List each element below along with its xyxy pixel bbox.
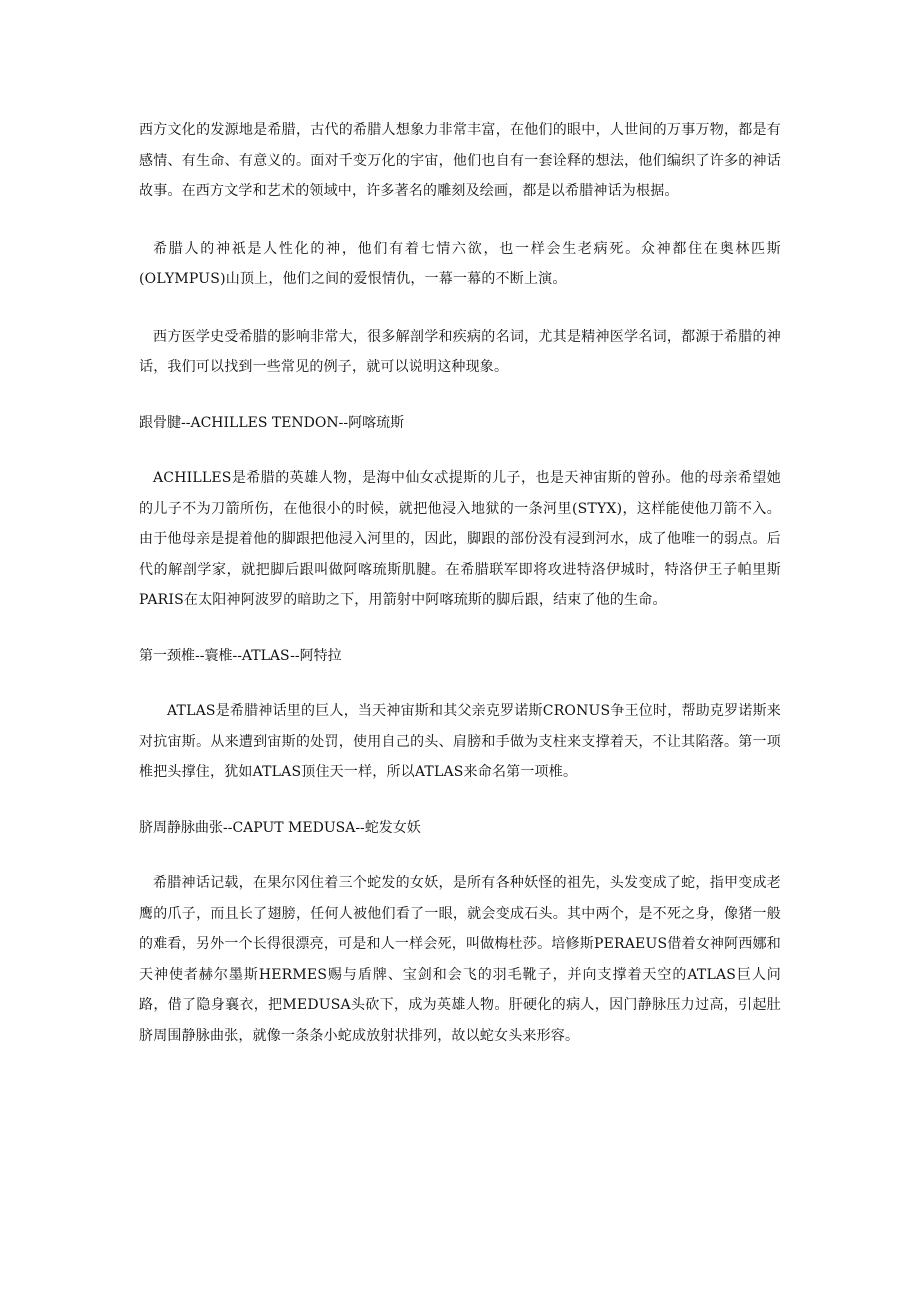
section-heading-atlas: 第一颈椎--寰椎--ATLAS--阿特拉	[139, 647, 342, 664]
section-heading-medusa: 脐周静脉曲张--CAPUT MEDUSA--蛇发女妖	[139, 819, 421, 836]
gods-paragraph: 希腊人的神祇是人性化的神，他们有着七情六欲，也一样会生老病死。众神都住在奥林匹斯(OLYMPUS)山顶上，他们之间的爱恨情仇，一幕一幕的不断上演。	[139, 240, 781, 287]
medicine-paragraph: 西方医学史受希腊的影响非常大，很多解剖学和疾病的名词，尤其是精神医学名词，都源于希腊的神话，我们可以找到一些常见的例子，就可以说明这种现象。	[139, 328, 781, 375]
section-body-medusa: 希腊神话记载，在果尔冈住着三个蛇发的女妖，是所有各种妖怪的祖先，头发变成了蛇，指甲变成老鹰的爪子，而且长了翅膀，任何人被他们看了一眼，就会变成石头。其中两个，是不死之身，像猪一般的难看，另外一个长得很漂亮，可是和人一样会死，叫做梅杜莎。培修斯PERAEUS借着女神阿西娜和天神使者赫尔墨斯HERMES赐与盾牌、宝剑和会飞的羽毛靴子，并向支撑着天空的ATLAS巨人问路，借了隐身襄衣，把MEDUSA头砍下，成为英雄人物。肝硬化的病人，因门静脉压力过高，引起肚脐周围静脉曲张，就像一条条小蛇成放射状排列，故以蛇女头来形容。	[139, 875, 781, 1044]
document-page	[139, 115, 781, 1051]
intro-paragraph: 西方文化的发源地是希腊，古代的希腊人想象力非常丰富，在他们的眼中，人世间的万事万物，都是有感情、有生命、有意义的。面对千变万化的宇宙，他们也自有一套诠释的想法，他们编织了许多的神话故事。在西方文学和艺术的领域中，许多著名的雕刻及绘画，都是以希腊神话为根据。	[139, 122, 781, 199]
section-body-achilles: ACHILLES是希腊的英雄人物，是海中仙女忒提斯的儿子，也是天神宙斯的曾孙。他的母亲希望她的儿子不为刀箭所伤，在他很小的时候，就把他浸入地狱的一条河里(STYX)，这样能使他刀箭不入。由于他母亲是提着他的脚跟把他浸入河里的，因此，脚跟的部份没有浸到河水，成了他唯一的弱点。后代的解剖学家，就把脚后跟叫做阿喀琉斯肌腱。在希腊联军即将攻进特洛伊城时，特洛伊王子帕里斯PARIS在太阳神阿波罗的暗助之下，用箭射中阿喀琉斯的脚后跟，结束了他的生命。	[139, 470, 781, 608]
section-body-atlas: ATLAS是希腊神话里的巨人，当天神宙斯和其父亲克罗诺斯CRONUS争王位时，帮助克罗诺斯来对抗宙斯。从来遭到宙斯的处罚，使用自己的头、肩膀和手做为支柱来支撑着天，不让其陷落。第一项椎把头撑住，犹如ATLAS顶住天一样，所以ATLAS来命名第一项椎。	[139, 703, 781, 780]
section-heading-achilles: 跟骨腱--ACHILLES TENDON--阿喀琉斯	[139, 414, 405, 431]
